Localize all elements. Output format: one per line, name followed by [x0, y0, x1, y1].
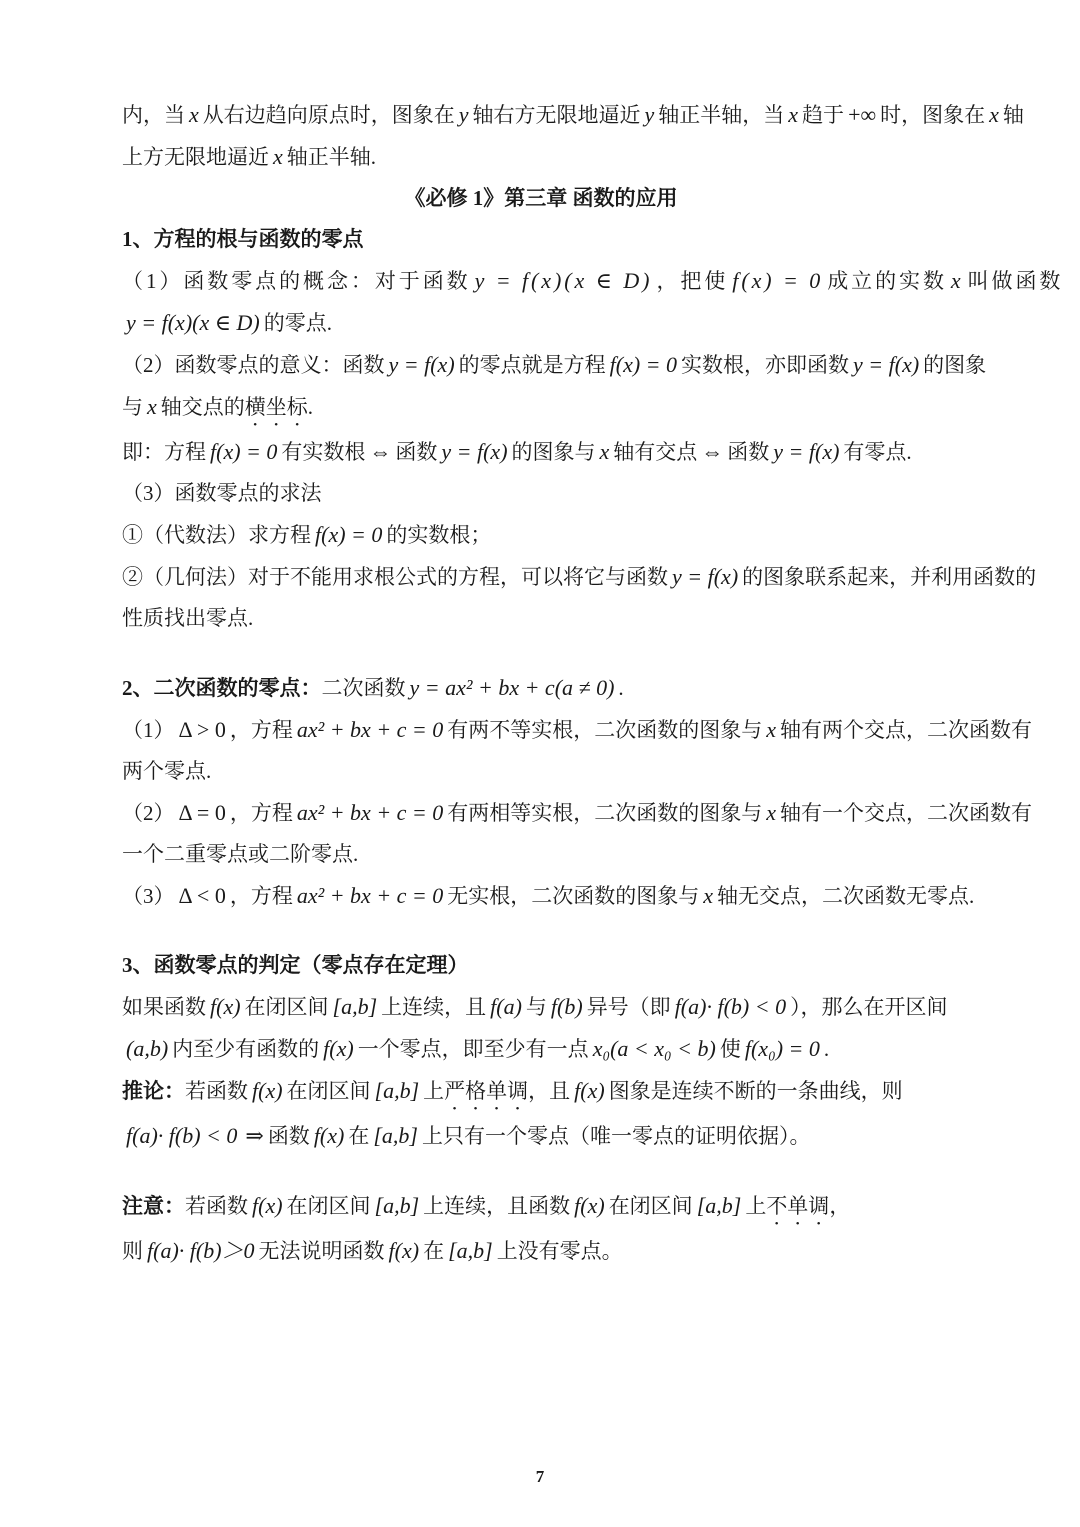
text-segment: 与 — [122, 395, 143, 419]
text-segment: 在 — [348, 1124, 370, 1148]
text-segment: x — [273, 144, 283, 169]
text-segment: 使 — [719, 1037, 741, 1061]
section1-title — [122, 219, 960, 260]
text-segment: . — [307, 395, 314, 419]
text-segment: y — [458, 102, 469, 127]
text-segment: 严格单调 — [444, 1079, 529, 1103]
text-segment: 在 — [423, 1239, 445, 1263]
text-segment: 则 — [122, 1239, 143, 1263]
text-segment: 趋于 — [802, 103, 845, 127]
section2-title — [122, 667, 960, 709]
text-segment: f(x) — [574, 1078, 605, 1103]
text-segment: 轴正半轴. — [286, 145, 377, 169]
text-segment: 上连续，且函数 — [423, 1194, 571, 1218]
text-segment: x — [766, 800, 777, 825]
text-segment: ②（几何法）对于不能用求根公式的方程，可以将它与函数 — [122, 565, 668, 589]
text-segment: 轴正半轴，当 — [658, 103, 785, 127]
text-segment: 3、函数零点的判定（零点存在定理） — [122, 953, 469, 977]
text-segment: y = f(x)(x ∈ D) — [474, 268, 653, 293]
text-segment: f(a)· f(b)＞0 — [147, 1238, 255, 1263]
text-segment: y = ax² + bx + c(a ≠ 0) — [409, 675, 615, 700]
text-segment: . — [823, 1037, 830, 1061]
text-segment: 图象是连续不断的一条曲线，则 — [608, 1079, 903, 1103]
text-segment: y = f(x) — [441, 439, 508, 464]
text-segment: ax² + bx + c = 0 — [296, 883, 444, 908]
text-segment: 上 — [423, 1079, 445, 1103]
section1-method1-line — [122, 514, 960, 556]
section1-item1-line1 — [122, 260, 1064, 302]
text-segment: ， — [829, 1194, 851, 1218]
text-segment: 无法说明函数 — [258, 1239, 385, 1263]
text-segment: 上只有一个零点（唯一零点的证明依据）。 — [421, 1124, 811, 1148]
text-segment: f(x₀) = 0 — [744, 1036, 820, 1061]
text-segment: 在闭区间 — [286, 1079, 371, 1103]
text-segment: 两个零点. — [122, 759, 212, 783]
text-segment: x — [703, 883, 714, 908]
text-segment: 从右边趋向原点时，图象在 — [202, 103, 455, 127]
text-segment: x₀(a < x₀ < b) — [592, 1036, 716, 1061]
text-segment: ⇔ — [369, 439, 392, 464]
text-segment: y = f(x) — [672, 564, 739, 589]
text-segment: 上 — [745, 1194, 767, 1218]
section2-case2-line2 — [122, 834, 960, 875]
text-segment: 若函数 — [185, 1194, 248, 1218]
text-segment: f(x) — [388, 1238, 420, 1263]
text-segment: x — [189, 102, 199, 127]
text-segment: [a,b] — [374, 1193, 420, 1218]
text-segment: f(x) — [252, 1078, 283, 1103]
text-segment: 不单调 — [766, 1194, 830, 1218]
text-segment: 横坐标 — [244, 395, 308, 419]
text-segment: x — [989, 102, 999, 127]
text-segment: 上方无限地逼近 — [122, 145, 269, 169]
text-segment: [a,b] — [373, 1123, 418, 1148]
text-segment: . — [618, 676, 624, 700]
text-segment: 的图象 — [923, 353, 987, 377]
section3-note-line1 — [122, 1185, 960, 1230]
text-segment: 的图象联系起来，并利用函数的 — [742, 565, 1037, 589]
text-segment: ，且 — [528, 1079, 571, 1103]
section1-item2-line2 — [122, 386, 960, 431]
section3-corollary-line1 — [122, 1070, 960, 1115]
text-segment: 轴有两个交点，二次函数有 — [780, 718, 1033, 742]
text-segment: 即：方程 — [122, 440, 206, 464]
text-segment: f(a) — [490, 994, 522, 1019]
text-segment: 推论： — [122, 1079, 185, 1103]
text-segment: y = f(x) — [388, 352, 455, 377]
text-segment: f(x) — [252, 1193, 283, 1218]
text-segment: 内至少有函数的 — [172, 1037, 320, 1061]
text-segment: x — [599, 439, 610, 464]
section3-corollary-line2 — [122, 1115, 960, 1157]
text-segment: +∞ — [848, 102, 877, 127]
section1-item2-line1 — [122, 344, 987, 386]
text-segment: ⇔ — [701, 439, 724, 464]
text-segment: f(a)· f(b) < 0 — [674, 994, 787, 1019]
text-segment: 实数根，亦即函数 — [681, 353, 850, 377]
section1-item1-line2 — [122, 302, 960, 344]
text-segment: （1）函数零点的概念：对于函数 — [122, 269, 471, 293]
text-segment: ax² + bx + c = 0 — [296, 800, 444, 825]
text-segment: 注意： — [122, 1194, 185, 1218]
text-segment: 时，图象在 — [880, 103, 986, 127]
chapter-heading — [122, 178, 960, 219]
section3-theorem-line2 — [122, 1028, 960, 1070]
text-segment: 2、二次函数的零点： — [122, 676, 322, 700]
text-segment: f(a)· f(b) < 0 — [126, 1123, 238, 1148]
text-segment: 叫做函数 — [967, 269, 1064, 293]
text-segment: f(x) = 0 — [210, 439, 278, 464]
text-segment: Δ > 0 — [178, 717, 226, 742]
section2-case2-line1 — [122, 792, 1033, 834]
section3-title — [122, 945, 960, 986]
text-segment: 轴有交点 — [613, 440, 698, 464]
text-segment: 轴 — [1002, 103, 1024, 127]
text-segment: 一个零点，即至少有一点 — [357, 1037, 589, 1061]
text-segment: f(x) — [323, 1036, 354, 1061]
text-segment: 与 — [525, 995, 547, 1019]
text-segment: 成立的实数 — [827, 269, 947, 293]
text-segment: 如果函数 — [122, 995, 206, 1019]
text-segment: 函数 — [395, 440, 438, 464]
section1-item3-title — [122, 473, 960, 514]
text-segment: 内，当 — [122, 103, 185, 127]
section1-method2-line2 — [122, 598, 960, 639]
text-segment: f(x) = 0 — [315, 522, 383, 547]
text-segment: 函数 — [267, 1124, 310, 1148]
text-segment: ，方程 — [229, 884, 293, 908]
text-segment: ，方程 — [229, 718, 293, 742]
text-segment: 轴有一个交点，二次函数有 — [780, 801, 1033, 825]
text-segment: 在闭区间 — [608, 1194, 693, 1218]
text-segment: ，把使 — [656, 269, 729, 293]
intro-line-1 — [122, 94, 1024, 136]
page-number: 7 — [535, 1467, 545, 1486]
text-segment: 有零点. — [843, 440, 912, 464]
text-segment: x — [788, 102, 799, 127]
section2-case3-line — [122, 875, 975, 917]
text-segment: f(x) = 0 — [732, 268, 824, 293]
text-segment: 1、方程的根与函数的零点 — [122, 227, 364, 251]
text-segment: ，方程 — [229, 801, 293, 825]
document-body — [122, 94, 1064, 1272]
text-segment: 的实数根； — [386, 523, 492, 547]
section2-case1-line1 — [122, 709, 1033, 751]
section1-equivalence-line — [122, 431, 960, 473]
text-segment: x — [950, 268, 964, 293]
text-segment: 二次函数 — [321, 676, 406, 700]
text-segment: （2）函数零点的意义：函数 — [122, 353, 385, 377]
text-segment: 有两相等实根，二次函数的图象与 — [447, 801, 763, 825]
text-segment: 若函数 — [185, 1079, 248, 1103]
text-segment: 上连续，且 — [381, 995, 487, 1019]
text-segment: f(x) — [574, 1193, 605, 1218]
text-segment: （2） — [122, 801, 175, 825]
text-segment: ax² + bx + c = 0 — [296, 717, 444, 742]
text-segment: 上没有零点。 — [496, 1239, 623, 1263]
text-segment: ），那么在开区间 — [790, 995, 948, 1019]
text-segment: 异号（即 — [586, 995, 671, 1019]
text-segment: （3） — [122, 884, 175, 908]
text-segment: 函数 — [727, 440, 770, 464]
text-segment: （3）函数零点的求法 — [122, 481, 322, 505]
text-segment: 一个二重零点或二阶零点. — [122, 842, 359, 866]
text-segment: Δ < 0 — [178, 883, 226, 908]
text-segment: 轴右方无限地逼近 — [472, 103, 641, 127]
text-segment: y = f(x) — [853, 352, 920, 377]
text-segment: 在闭区间 — [286, 1194, 371, 1218]
text-segment: 有两不等实根，二次函数的图象与 — [447, 718, 763, 742]
text-segment: 的零点就是方程 — [458, 353, 606, 377]
text-segment: y — [644, 102, 655, 127]
text-segment: [a,b] — [374, 1078, 420, 1103]
text-segment: f(x) = 0 — [609, 352, 678, 377]
intro-line-2 — [122, 136, 960, 178]
text-segment: 的图象与 — [511, 440, 596, 464]
text-segment: 性质找出零点. — [122, 606, 254, 630]
text-segment: f(x) — [210, 994, 241, 1019]
text-segment: 轴交点的 — [160, 395, 245, 419]
text-segment: f(b) — [550, 994, 583, 1019]
text-segment: 有实数根 — [281, 440, 366, 464]
text-segment: y = f(x)(x ∈ D) — [126, 310, 260, 335]
text-segment: 无实根，二次函数的图象与 — [447, 884, 700, 908]
section3-note-line2 — [122, 1230, 960, 1272]
text-segment: x — [766, 717, 777, 742]
text-segment: 的零点. — [263, 311, 332, 335]
text-segment: ⇒ — [245, 1123, 264, 1148]
text-segment: 轴无交点，二次函数无零点. — [717, 884, 975, 908]
text-segment: [a,b] — [696, 1193, 742, 1218]
text-segment: ①（代数法）求方程 — [122, 523, 311, 547]
section3-theorem-line1 — [122, 986, 960, 1028]
text-segment: (a,b) — [126, 1036, 169, 1061]
text-segment: f(x) — [313, 1123, 345, 1148]
text-segment: [a,b] — [332, 994, 378, 1019]
section1-method2-line1 — [122, 556, 1037, 598]
text-segment: 在闭区间 — [244, 995, 329, 1019]
section2-case1-line2 — [122, 751, 960, 792]
text-segment: （1） — [122, 718, 175, 742]
text-segment: 《必修 1》第三章 函数的应用 — [404, 186, 678, 210]
text-segment: x — [147, 394, 157, 419]
text-segment: [a,b] — [448, 1238, 493, 1263]
text-segment: Δ = 0 — [178, 800, 226, 825]
text-segment: y = f(x) — [773, 439, 840, 464]
